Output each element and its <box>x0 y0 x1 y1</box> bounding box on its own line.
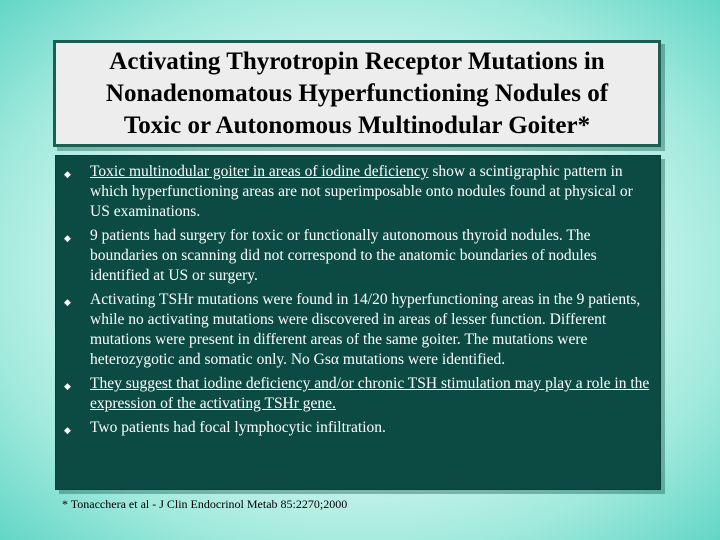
title-line-3: Toxic or Autonomous Multinodular Goiter* <box>123 111 591 139</box>
diamond-bullet-icon: ◆ <box>64 381 71 391</box>
diamond-bullet-icon: ◆ <box>64 425 71 435</box>
diamond-bullet-icon: ◆ <box>64 169 71 179</box>
title-line-1: Activating Thyrotropin Receptor Mutations in <box>109 47 605 75</box>
bullet-text-4: They suggest that iodine deficiency and/or chronic TSH stimulation may play a role in the expression of the activating TSHr gene. <box>90 375 650 412</box>
bullet-text-2: 9 patients had surgery for toxic or functionally autonomous thyroid nodules. The boundaries on scanning did not correspond to the anatomic boundaries of nodules identified at US or surgery. <box>90 227 597 284</box>
bullet-item-4 <box>62 374 650 414</box>
content-box <box>55 155 661 490</box>
bullet-1-underlined: Toxic multinodular goiter in areas of iodine deficiency <box>90 163 429 180</box>
title-line-2: Nonadenomatous Hyperfunctioning Nodules of <box>105 79 609 107</box>
title-box <box>53 40 661 147</box>
bullet-item-5 <box>62 418 650 440</box>
diamond-bullet-icon: ◆ <box>64 297 71 307</box>
bullet-item-2 <box>62 226 650 286</box>
bullet-text-1 <box>90 162 650 222</box>
bullet-text-5: Two patients had focal lymphocytic infiltration. <box>90 419 386 436</box>
bullet-text-3: Activating TSHr mutations were found in 14/20 hyperfunctioning areas in the 9 patients, while no activating mutations were discovered in areas of lesser function. Different mutations were present in different areas of the same goiter. The mutations were heterozygotic and somatic only. No Gsα mutations were identified. <box>90 291 641 368</box>
bullet-item-3 <box>62 290 650 370</box>
citation-footnote: * Tonacchera et al - J Clin Endocrinol Metab 85:2270;2000 <box>62 497 348 511</box>
bullet-1-rest: show a scintigraphic pattern in which hyperfunctioning areas are not superimposable onto nodules found at physical or US examinations. <box>90 163 633 220</box>
slide-title <box>106 46 608 142</box>
bullet-item-1 <box>62 162 650 222</box>
diamond-bullet-icon: ◆ <box>64 233 71 243</box>
